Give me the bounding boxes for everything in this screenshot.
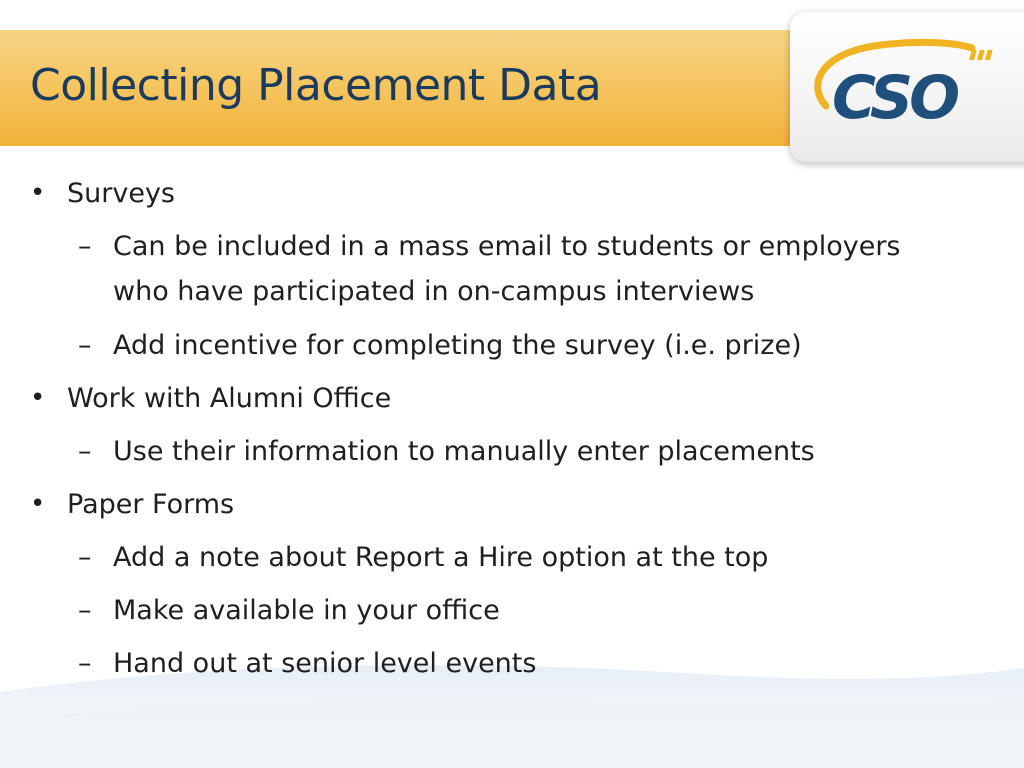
bullet-alumni-office: Work with Alumni Office	[67, 383, 392, 414]
logo-text: CSO	[832, 63, 957, 133]
dash-marker: –	[78, 231, 92, 262]
subitem-make-available: Make available in your office	[113, 595, 500, 626]
subitem-manual-entry: Use their information to manually enter placements	[113, 436, 815, 467]
bullet-marker: •	[30, 178, 46, 208]
bullet-paper-forms: Paper Forms	[67, 489, 235, 520]
dash-marker: –	[78, 436, 92, 467]
slide-title: Collecting Placement Data	[30, 60, 602, 111]
subitem-report-hire-note: Add a note about Report a Hire option at the top	[113, 542, 769, 573]
subitem-mass-email-line2: who have participated in on-campus interviews	[113, 276, 755, 307]
dash-marker: –	[78, 542, 92, 573]
subitem-incentive: Add incentive for completing the survey (i.e. prize)	[113, 330, 802, 361]
subitem-mass-email-line1: Can be included in a mass email to students or employers	[113, 231, 901, 262]
bullet-surveys: Surveys	[67, 178, 175, 209]
dash-marker: –	[78, 648, 92, 679]
dash-marker: –	[78, 330, 92, 361]
bullet-marker: •	[30, 489, 46, 519]
dash-marker: –	[78, 595, 92, 626]
bullet-marker: •	[30, 383, 46, 413]
subitem-hand-out: Hand out at senior level events	[113, 648, 537, 679]
